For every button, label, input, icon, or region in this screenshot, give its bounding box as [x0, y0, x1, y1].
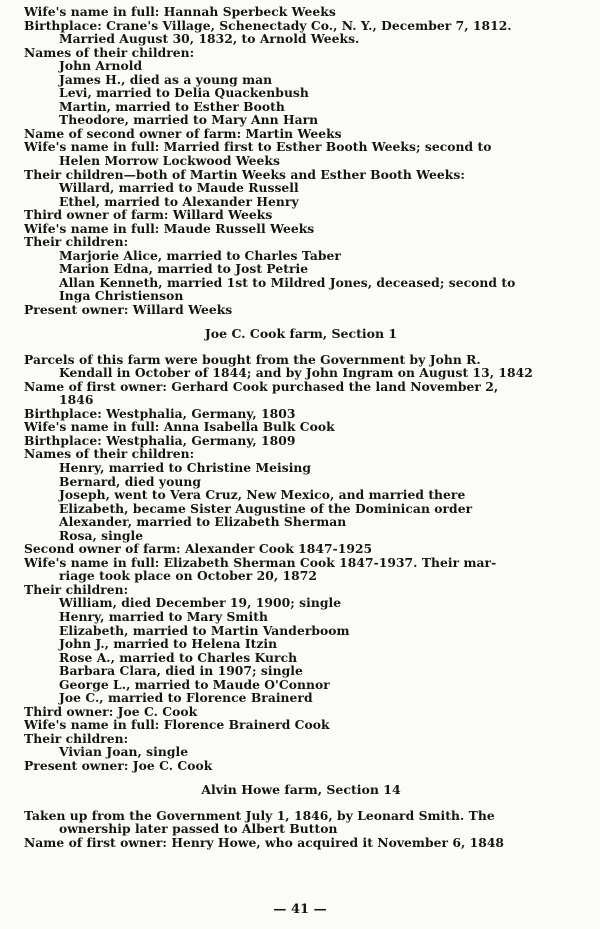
text-line: Third owner of farm: Willard Weeks: [24, 207, 273, 223]
heading-cook-farm: Joe C. Cook farm, Section 1: [204, 325, 398, 341]
text-line: Birthplace: Crane's Village, Schenectady Co., N. Y., December 7, 1812.: [24, 17, 512, 33]
text-line: Names of their children:: [24, 446, 195, 462]
text-line: Alexander, married to Elizabeth Sherman: [59, 514, 347, 530]
text-line: William, died December 19, 1900; single: [59, 595, 342, 611]
text-line: Parcels of this farm were bought from the Government by John R.: [24, 351, 481, 367]
text-line: Elizabeth, became Sister Augustine of the Dominican order: [59, 500, 473, 516]
text-line: Married August 30, 1832, to Arnold Weeks.: [59, 31, 360, 47]
text-line: Their children:: [24, 730, 129, 746]
text-line: Rosa, single: [59, 527, 144, 543]
text-line: Second owner of farm: Alexander Cook 1847-1925: [24, 541, 373, 557]
text-line: Birthplace: Westphalia, Germany, 1803: [24, 405, 296, 421]
text-line: Levi, married to Delia Quackenbush: [59, 85, 309, 101]
text-line: 1846: [59, 392, 94, 408]
section-cook-farm: [24, 353, 578, 773]
text-line: Present owner: Willard Weeks: [24, 302, 233, 318]
text-line: Their children:: [24, 581, 129, 597]
text-line: Third owner: Joe C. Cook: [24, 703, 198, 719]
text-line: Wife's name in full: Elizabeth Sherman Cook 1847-1937. Their mar-: [24, 554, 497, 570]
text-line: Wife's name in full: Hannah Sperbeck Weeks: [24, 4, 336, 19]
text-line: Wife's name in full: Married first to Esther Booth Weeks; second to: [24, 139, 492, 155]
text-line: Wife's name in full: Maude Russell Weeks: [24, 220, 315, 236]
text-line: Joseph, went to Vera Cruz, New Mexico, and married there: [59, 487, 466, 503]
text-line: Ethel, married to Alexander Henry: [59, 193, 299, 209]
text-line: Martin, married to Esther Booth: [59, 98, 285, 114]
text-line: John Arnold: [59, 58, 143, 74]
page-number: — 41 —: [273, 902, 327, 917]
text-line: Present owner: Joe C. Cook: [24, 757, 213, 773]
text-line: Willard, married to Maude Russell: [59, 180, 299, 196]
text-line: George L., married to Maude O'Connor: [59, 676, 330, 692]
heading-howe-farm: Alvin Howe farm, Section 14: [201, 781, 401, 797]
section-weeks-farm: [24, 5, 578, 317]
text-line: Henry, married to Mary Smith: [59, 608, 268, 624]
text-line: Elizabeth, married to Martin Vanderboom: [59, 622, 350, 638]
text-line: James H., died as a young man: [59, 71, 273, 87]
text-line: Their children:: [24, 234, 129, 250]
section-howe-farm: [24, 809, 578, 850]
text-line: Wife's name in full: Anna Isabella Bulk Cook: [24, 419, 335, 435]
text-line: Birthplace: Westphalia, Germany, 1809: [24, 432, 296, 448]
text-line: riage took place on October 20, 1872: [59, 568, 317, 584]
text-line: Kendall in October of 1844; and by John Ingram on August 13, 1842: [59, 365, 533, 381]
text-line: Allan Kenneth, married 1st to Mildred Jones, deceased; second to: [59, 274, 516, 290]
text-line: Joe C., married to Florence Brainerd: [59, 690, 313, 706]
text-line: Rose A., married to Charles Kurch: [59, 649, 298, 665]
text-line: Inga Christienson: [59, 288, 184, 304]
text-line: Name of first owner: Henry Howe, who acquired it November 6, 1848: [24, 834, 505, 850]
text-line: John J., married to Helena Itzin: [59, 636, 278, 652]
text-line: Wife's name in full: Florence Brainerd Cook: [24, 717, 330, 733]
text-line: Marion Edna, married to Jost Petrie: [59, 261, 309, 277]
text-line: Henry, married to Christine Meising: [59, 459, 312, 475]
text-line: Taken up from the Government July 1, 1846, by Leonard Smith. The: [24, 807, 495, 823]
text-line: Bernard, died young: [59, 473, 201, 489]
text-line: Theodore, married to Mary Ann Harn: [59, 112, 319, 128]
text-line: ownership later passed to Albert Button: [59, 821, 338, 837]
text-line: Name of first owner: Gerhard Cook purchased the land November 2,: [24, 378, 499, 394]
text-line: Marjorie Alice, married to Charles Taber: [59, 247, 341, 263]
text-line: Vivian Joan, single: [59, 744, 189, 760]
text-line: Name of second owner of farm: Martin Weeks: [24, 125, 342, 141]
text-line: Their children—both of Martin Weeks and Esther Booth Weeks:: [24, 166, 465, 182]
text-line: Barbara Clara, died in 1907; single: [59, 663, 303, 679]
text-line: Helen Morrow Lockwood Weeks: [59, 153, 280, 169]
text-line: Names of their children:: [24, 44, 195, 60]
